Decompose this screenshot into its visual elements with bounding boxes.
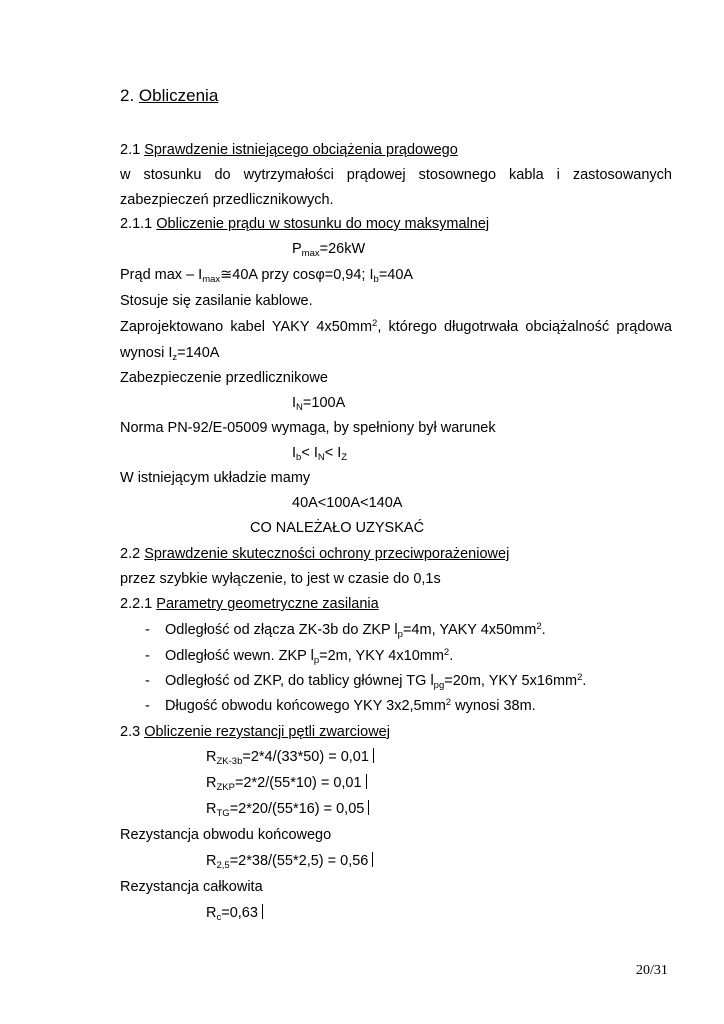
formula-r-total: $R_c=0,63$: [206, 904, 264, 922]
paragraph-line: Rezystancja całkowita: [120, 879, 263, 895]
section-2-1-heading: 2.1 Sprawdzenie istniejącego obciążenia prądowego: [120, 142, 458, 158]
formula-condition: $I_b< I_N< I_Z$: [292, 445, 348, 463]
page-number: 20/31: [636, 963, 668, 978]
paragraph-line: w stosunku do wytrzymałości prądowej stosownego kabla i zastosowanych: [120, 167, 672, 183]
formula-r-zkp: $R_{ZKP}=2*2/(55*10) = 0,01$: [206, 774, 368, 792]
list-bullet: -: [145, 648, 150, 664]
formula-pmax: $P_{max}=26kW$: [292, 241, 366, 259]
list-bullet: -: [145, 622, 150, 638]
paragraph-line: Zabezpieczenie przedlicznikowe: [120, 370, 328, 386]
section-2-2-1-heading: 2.2.1 Parametry geometryczne zasilania: [120, 596, 379, 612]
ohm-symbol-placeholder: [366, 774, 368, 789]
section-2-3-heading: 2.3 Obliczenie rezystancji pętli zwarciowej: [120, 724, 390, 740]
paragraph-line: Norma PN-92/E-05009 wymaga, by spełniony był warunek: [120, 420, 496, 436]
list-item: Odległość od ZKP, do tablicy głównej TG $l_{pg}=20m$, YKY $5x16mm^2$.: [165, 672, 587, 691]
formula-in: $I_N=100A$: [292, 395, 346, 413]
conclusion: CO NALEŻAŁO UZYSKAĆ: [250, 520, 425, 536]
list-item: Długość obwodu końcowego YKY $3x2,5mm^2$ wynosi 38m.: [165, 697, 536, 714]
ohm-symbol-placeholder: [373, 748, 375, 763]
list-bullet: -: [145, 698, 150, 714]
formula-inequality: 40A<100A<140A: [292, 495, 403, 511]
section-heading: 2. Obliczenia: [120, 86, 219, 105]
ohm-symbol-placeholder: [372, 852, 374, 867]
cable-line: Zaprojektowano kabel YAKY $4x50mm^2$, którego długotrwała obciążalność prądowa: [120, 318, 672, 335]
list-bullet: -: [145, 673, 150, 689]
section-2-1-1-heading: 2.1.1 Obliczenie prądu w stosunku do mocy maksymalnej: [120, 216, 490, 232]
formula-r-zk3b: $R_{ZK-3b}=2*4/(33*50) = 0,01$: [206, 748, 375, 766]
paragraph-line: zabezpieczeń przedlicznikowych.: [120, 192, 334, 208]
formula-r-final-circuit: $R_{2,5}=2*38/(55*2,5) = 0,56$: [206, 852, 374, 870]
current-line: Prąd max – $I_{max}≅40A$ przy cosφ=0,94; $I_b=40A$: [120, 267, 414, 285]
paragraph-line: Stosuje się zasilanie kablowe.: [120, 293, 313, 309]
section-2-2-heading: 2.2 Sprawdzenie skuteczności ochrony przeciwporażeniowej: [120, 546, 510, 562]
ohm-symbol-placeholder: [368, 800, 370, 815]
formula-r-tg: $R_{TG}=2*20/(55*16) = 0,05$: [206, 800, 370, 818]
ohm-symbol-placeholder: [262, 904, 264, 919]
paragraph-line: przez szybkie wyłączenie, to jest w czasie do 0,1s: [120, 571, 441, 587]
paragraph-line: W istniejącym układzie mamy: [120, 470, 311, 486]
paragraph-line: Rezystancja obwodu końcowego: [120, 827, 332, 843]
list-item: Odległość od złącza ZK-3b do ZKP $l_p=4m$, YAKY $4x50mm^2$.: [165, 621, 546, 640]
capacity-line: wynosi $I_z=140A$: [120, 345, 220, 363]
list-item: Odległość wewn. ZKP $l_p=2m$, YKY $4x10mm^2$.: [165, 647, 454, 666]
